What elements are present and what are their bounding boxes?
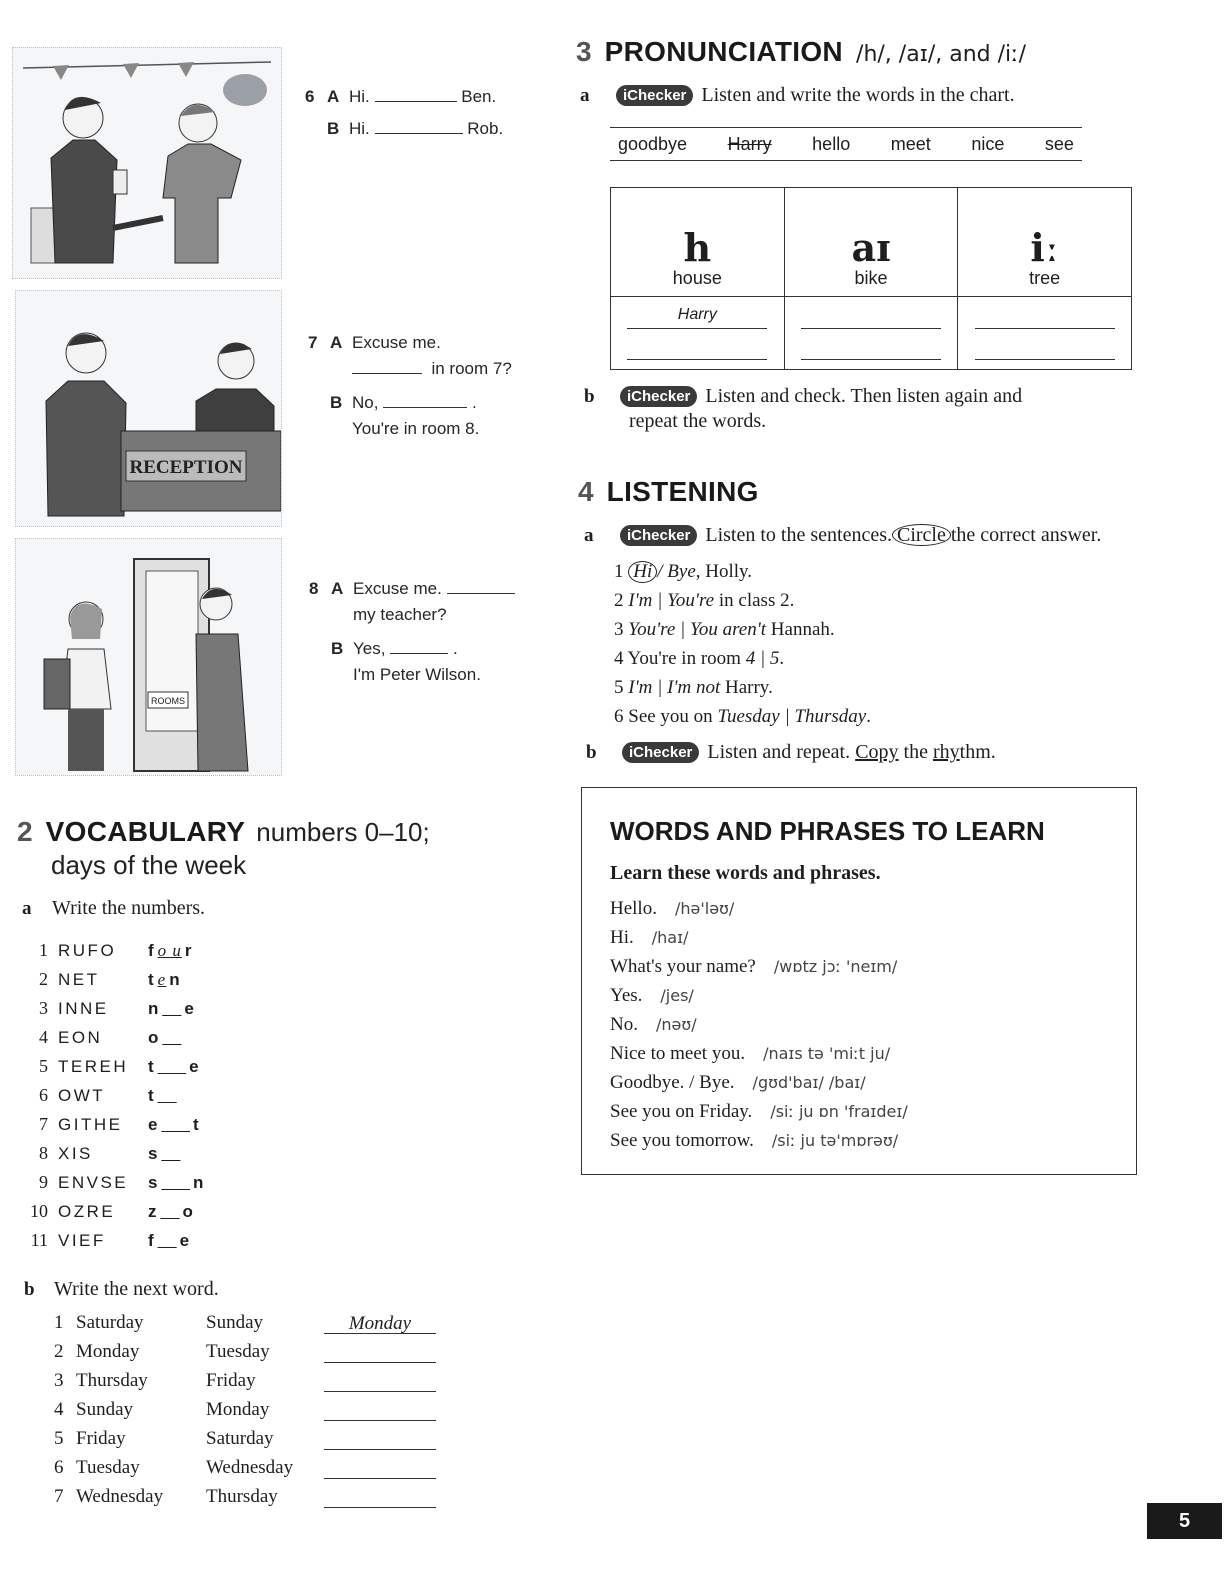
answer-middle: __ [160,1202,180,1221]
item-number: 6 [39,1085,48,1105]
list-item [614,644,871,673]
answer-blank[interactable] [375,85,457,102]
dialogue-text: Excuse me. [353,579,442,598]
option-separator: | [779,706,795,727]
number-row [24,998,195,1019]
phrase-row [610,1101,908,1123]
speaker-label: B [331,639,344,658]
answer-field[interactable] [148,1028,184,1047]
section-number: 3 [576,36,592,67]
dialogue-text: Rob. [467,119,504,138]
day-second: Monday [206,1399,270,1420]
list-item [614,673,871,702]
phrase-ipa: /jes/ [660,986,694,1005]
answer-first-letter: s [148,1144,159,1163]
chart-blank[interactable] [801,337,941,360]
answer-last-letter: e [184,999,195,1018]
answer-first-letter: z [148,1202,158,1221]
speaker-label: B [327,119,340,138]
word-list [610,127,1082,161]
section-heading-pronunciation [576,36,1026,68]
word-item: see [1044,133,1074,154]
number-row [24,1201,194,1222]
item-number: 7 [39,1114,48,1134]
item-number: 4 [39,1027,48,1047]
phrase-ipa: /hə'ləʊ/ [674,899,735,918]
section-subtitle: /h/, /aɪ/, and /iː/ [856,42,1026,67]
section-number: 4 [578,476,594,507]
door-sign: ROOMS [150,696,186,706]
answer-blank[interactable] [390,637,448,654]
day-row [54,1312,436,1334]
number-row [24,1172,204,1193]
answer-field[interactable] [148,1173,204,1192]
instruction-circle-word: Circle [892,524,951,546]
phrase-text: What's your name? [610,956,756,977]
speaker-label: A [331,579,344,598]
chart-cell[interactable] [611,297,785,370]
answer-blank[interactable] [447,577,515,594]
speaker-label: A [330,333,343,352]
exercise-letter: a [584,525,594,546]
chart-header-bike [784,188,958,297]
dialogue-8 [309,576,515,688]
phrase-row [610,898,734,920]
dialogue-text: my teacher? [353,605,447,624]
item-number: 2 [54,1341,64,1362]
number-row [24,969,181,990]
chart-blank[interactable] [975,337,1115,360]
option[interactable]: You're [667,590,715,611]
section-title: LISTENING [606,476,759,507]
dialogue-text: in room 7? [431,359,512,378]
item-number: 3 [614,619,624,640]
day-answer-blank[interactable] [324,1487,436,1508]
item-number: 5 [614,677,624,698]
section-heading-vocabulary [17,816,430,881]
answer-middle: __ [157,1231,177,1250]
scrambled-word: ENVSE [58,1173,129,1192]
listening-items [614,557,871,731]
instruction-text: the correct answer. [950,524,1102,546]
reception-sign: RECEPTION [129,457,243,478]
answer-field[interactable] [148,1231,190,1250]
option-separator: | [755,648,770,669]
day-row [54,1428,436,1450]
option-selected[interactable]: Hi [628,561,657,583]
instruction-text: Listen and write the words in the chart. [701,84,1015,106]
answer-first-letter: t [148,970,155,989]
chart-blank[interactable] [975,306,1115,329]
instruction-text: Copy [855,741,899,763]
chart-cell[interactable] [958,297,1132,370]
answer-middle: e [157,970,167,989]
section-title: PRONUNCIATION [604,36,843,67]
answer-middle: ___ [161,1115,190,1134]
answer-first-letter: f [148,941,155,960]
day-first: Sunday [76,1399,133,1420]
section-heading-listening [578,476,759,508]
answer-last-letter: n [192,1173,205,1192]
exercise-letter: a [22,898,32,919]
day-first: Friday [76,1428,126,1449]
option-separator: | [675,619,690,640]
exercise-letter: a [580,85,590,106]
instruction-text: Listen and check. Then listen again and [705,385,1023,407]
sound-symbol-i: iː [1030,225,1059,270]
option[interactable]: Tuesday [717,706,780,727]
phrase-ipa: /wɒtz jɔː 'neɪm/ [773,957,898,976]
item-number: 4 [614,648,624,669]
answer-first-letter: o [148,1028,160,1047]
dialogue-text: Ben. [461,87,497,106]
answer-middle: o u [157,941,182,960]
answer-middle: __ [157,1086,177,1105]
scrambled-word: OZRE [58,1202,116,1221]
item-text: . [866,706,871,727]
option[interactable]: You're [628,619,676,640]
exercise-2b [24,1278,219,1301]
item-text: See you on [628,706,718,727]
answer-field[interactable] [148,1086,180,1105]
item-number: 1 [54,1312,64,1333]
chart-example-answer: Harry [627,306,767,329]
instruction-text: Write the numbers. [52,897,206,919]
speaker-label: A [327,87,340,106]
day-second: Tuesday [206,1341,270,1362]
answer-blank[interactable] [383,391,467,408]
word-item: nice [971,133,1005,154]
exercise-3a [580,84,1015,107]
item-number: 8 [39,1143,48,1163]
option[interactable]: Thursday [794,706,867,727]
answer-first-letter: e [148,1115,159,1134]
dialogue-7 [308,330,512,442]
number-row [24,1085,180,1106]
dialogue-text: I'm Peter Wilson. [353,665,481,684]
ichecker-badge[interactable]: iChecker [616,85,693,106]
answer-first-letter: n [148,999,160,1018]
word-item: hello [812,133,851,154]
chart-blank[interactable] [627,337,767,360]
day-first: Wednesday [76,1486,164,1507]
option[interactable]: 4 [745,648,756,669]
exercise-letter: b [24,1279,35,1300]
option[interactable]: I'm [628,677,653,698]
day-second: Saturday [206,1428,274,1449]
number-row [24,1027,184,1048]
chart-header-label: bike [854,268,888,288]
phrase-row [610,1130,898,1152]
day-answer-blank[interactable] [324,1371,436,1392]
box-title: WORDS AND PHRASES TO LEARN [610,816,1045,846]
answer-first-letter: t [148,1086,155,1105]
scrambled-word: EON [58,1028,103,1047]
item-number: 4 [54,1399,64,1420]
item-number: 6 [614,706,624,727]
day-first: Monday [76,1341,140,1362]
option[interactable]: Bye [667,561,696,582]
answer-middle: __ [162,999,182,1018]
answer-field[interactable] [148,1115,200,1134]
list-item [614,586,871,615]
dialogue-number: 7 [308,333,318,352]
list-item [614,557,871,586]
phrase-row [610,985,694,1007]
item-number: 3 [39,998,48,1018]
item-text: . [779,648,785,669]
dialogue-text: . [471,393,477,412]
instruction-text: thm. [959,741,996,763]
sound-symbol-h: h [683,225,712,270]
option[interactable]: 5 [769,648,780,669]
day-second: Thursday [206,1486,278,1507]
chart-header-house [611,188,785,297]
item-text: in class 2. [714,590,795,611]
number-row [24,940,193,961]
scrambled-word: RUFO [58,941,117,960]
phrase-ipa: /gʊd'baɪ/ /baɪ/ [752,1073,866,1092]
dialogue-text: Excuse me. [352,333,441,352]
phrase-ipa: /haɪ/ [651,928,689,947]
answer-field[interactable] [148,941,193,960]
answer-middle: __ [162,1028,182,1047]
item-number: 7 [54,1486,64,1507]
phrase-text: Nice to meet you. [610,1043,746,1064]
option[interactable]: You aren't [690,619,767,640]
number-row [24,1056,200,1077]
section-number: 2 [17,816,33,847]
item-text: You're in room [627,648,746,669]
answer-first-letter: t [148,1057,155,1076]
phrase-text: See you on Friday. [610,1101,753,1122]
item-number: 2 [39,969,48,989]
word-item: meet [890,133,931,154]
item-number: 5 [39,1056,48,1076]
instruction-text: the [898,741,933,763]
answer-middle: ___ [161,1173,190,1192]
answer-field[interactable] [148,999,195,1018]
number-row [24,1230,190,1251]
exercise-letter: b [584,386,595,407]
scrambled-word: NET [58,970,100,989]
chart-cell[interactable] [784,297,958,370]
phrase-ipa: /siː ju tə'mɒrəʊ/ [771,1131,899,1150]
day-answer-blank[interactable] [324,1342,436,1363]
answer-middle: __ [161,1144,181,1163]
list-item [614,615,871,644]
answer-blank[interactable] [352,357,422,374]
day-row [54,1399,436,1421]
item-number: 3 [54,1370,64,1391]
dialogue-text: Yes, [353,639,386,658]
instruction-text: Listen to the sentences. [705,524,892,546]
item-number: 1 [614,561,624,582]
item-text: Hannah. [766,619,835,640]
dialogue-number: 6 [305,87,315,106]
answer-last-letter: t [192,1115,200,1134]
day-first: Saturday [76,1312,144,1333]
scrambled-word: XIS [58,1144,93,1163]
option-separator: / [657,561,663,582]
page-number: 5 [1147,1503,1222,1539]
answer-last-letter: o [182,1202,194,1221]
phrase-text: Hello. [610,898,657,919]
ichecker-badge[interactable]: iChecker [620,386,697,407]
option[interactable]: I'm not [667,677,721,698]
section-subtitle: numbers 0–10; [256,817,430,847]
item-text: Harry. [720,677,773,698]
chart-header-label: tree [1029,268,1061,288]
answer-field[interactable] [148,1202,194,1221]
words-and-phrases-box [581,787,1137,1175]
speaker-label: B [330,393,343,412]
item-number: 9 [39,1172,48,1192]
day-row [54,1486,436,1508]
day-row [54,1341,436,1363]
day-answer-blank[interactable] [324,1429,436,1450]
option[interactable]: I'm [628,590,653,611]
day-first: Thursday [76,1370,148,1391]
number-row [24,1143,183,1164]
phrase-ipa: /siː ju ɒn 'fraɪdeɪ/ [770,1102,908,1121]
dialogue-6 [305,84,503,142]
exercise-3b [584,385,1022,433]
answer-last-letter: r [184,941,193,960]
ichecker-badge[interactable]: iChecker [622,742,699,763]
phrase-text: No. [610,1014,638,1035]
scrambled-word: VIEF [58,1231,106,1250]
exercise-4b [586,741,996,764]
sound-chart [610,187,1132,370]
box-subtitle: Learn these words and phrases. [610,862,881,884]
phrase-ipa: /naɪs tə 'miːt ju/ [763,1044,891,1063]
scrambled-word: GITHE [58,1115,123,1134]
answer-field[interactable] [148,1057,200,1076]
scrambled-word: INNE [58,999,109,1018]
phrase-ipa: /nəʊ/ [655,1015,697,1034]
day-answer-blank[interactable] [324,1458,436,1479]
phrase-row [610,956,897,978]
answer-blank[interactable] [375,117,463,134]
answer-first-letter: s [148,1173,159,1192]
day-second: Wednesday [206,1457,294,1478]
phrase-row [610,1043,890,1065]
option-separator: | [652,590,668,611]
chart-header-tree [958,188,1132,297]
answer-last-letter: n [169,970,181,989]
dialogue-text: No, [352,393,379,412]
day-first: Tuesday [76,1457,140,1478]
item-number: 1 [39,940,48,960]
word-item: goodbye [618,133,688,154]
phrase-text: Hi. [610,927,634,948]
answer-last-letter: e [179,1231,191,1250]
list-item [614,702,871,731]
illustration-handshake [12,47,282,279]
day-row [54,1457,436,1479]
instruction-text: Listen and repeat. [707,741,851,763]
item-number: 11 [30,1230,48,1250]
illustration-classroom-door [15,538,282,776]
phrase-text: See you tomorrow. [610,1130,754,1151]
dialogue-text: Hi. [349,87,370,106]
ichecker-badge[interactable]: iChecker [620,525,697,546]
scrambled-word: OWT [58,1086,106,1105]
item-number: 6 [54,1457,64,1478]
instruction-text: repeat the words. [629,410,767,432]
answer-field[interactable] [148,1144,183,1163]
phrase-text: Yes. [610,985,643,1006]
dialogue-text: Hi. [349,119,370,138]
instruction-text: Write the next word. [54,1278,219,1300]
section-subtitle: days of the week [51,850,247,880]
day-row [54,1370,436,1392]
instruction-text: rhy [932,741,960,763]
answer-first-letter: f [148,1231,155,1250]
word-item-crossed: Harry [727,133,772,154]
sound-symbol-ai: aɪ [851,225,891,270]
day-second: Friday [206,1370,256,1391]
phrase-row [610,1014,697,1036]
answer-last-letter: e [189,1057,200,1076]
chart-blank[interactable] [801,306,941,329]
day-answer-blank[interactable]: Monday [324,1313,436,1334]
section-title: VOCABULARY [45,816,246,847]
item-number: 2 [614,590,624,611]
illustration-reception [15,290,282,527]
answer-field[interactable] [148,970,181,989]
day-second: Sunday [206,1312,263,1333]
item-text: , Holly. [695,561,753,582]
option-separator: | [652,677,668,698]
phrase-row [610,1072,866,1094]
answer-middle: ___ [157,1057,187,1076]
dialogue-number: 8 [309,579,319,598]
dialogue-text: You're in room 8. [352,419,480,438]
phrase-row [610,927,688,949]
chart-header-label: house [672,268,722,288]
exercise-4a [584,524,1101,547]
item-number: 10 [30,1201,48,1221]
exercise-letter: b [586,742,597,763]
item-number: 5 [54,1428,64,1449]
exercise-2a [22,897,205,920]
number-row [24,1114,200,1135]
day-answer-blank[interactable] [324,1400,436,1421]
dialogue-text: . [452,639,458,658]
scrambled-word: TEREH [58,1057,129,1076]
phrase-text: Goodbye. / Bye. [610,1072,735,1093]
